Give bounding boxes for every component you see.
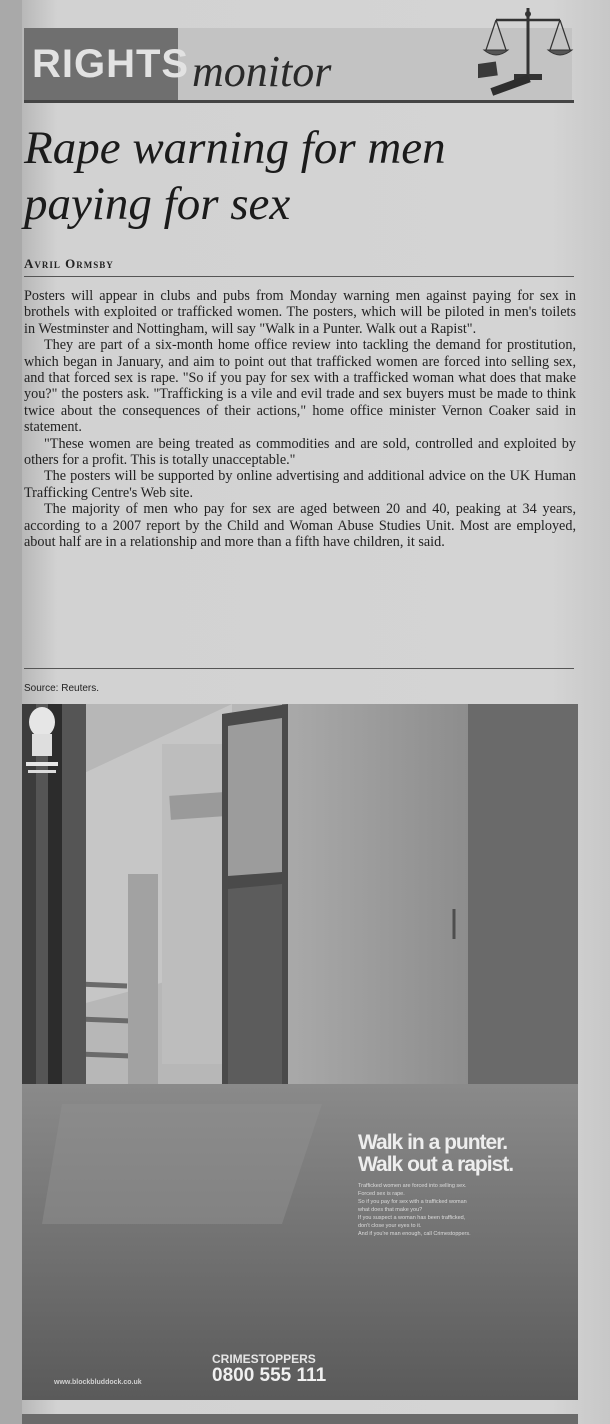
section-sublabel: monitor (192, 47, 332, 96)
article-paragraph: The posters will be supported by online advertising and additional advice on the UK Human Trafficking Centre's Web site. (24, 468, 576, 501)
scales-of-justice-icon (478, 4, 578, 100)
poster-slogan (358, 1132, 568, 1176)
poster-body-line: And if you're man enough, call Crimestoppers. (358, 1231, 471, 1237)
article-paragraph: "These women are being treated as commodities and are sold, controlled and exploited by others for a profit. This is totally unacceptable." (24, 435, 576, 469)
poster-body-text (358, 1182, 558, 1238)
poster-slogan-line: Walk in a punter. (358, 1131, 508, 1154)
crimestoppers-name: CRIMESTOPPERS (212, 1352, 316, 1366)
article-headline: Rape warning for men paying for sex (24, 122, 446, 230)
poster-body-line: Trafficked women are forced into selling sex. (358, 1183, 467, 1189)
poster-photograph (22, 704, 578, 1400)
header-rule (24, 100, 574, 103)
crimestoppers-figure-logo (22, 704, 62, 784)
section-label: RIGHTS (32, 42, 190, 86)
poster-body-line: Forced sex is rape. (358, 1191, 405, 1197)
source-credit: Source: Reuters. (24, 683, 100, 694)
poster-url: www.blockbluddock.co.uk (54, 1379, 142, 1386)
article-paragraph: They are part of a six-month home office review into tackling the demand for prostitution, which began in January, and aim to point out that trafficked women are forced into selling sex, and that forced sex is rape. "So if you pay for sex with a trafficked woman what does that make you?" the posters ask. "Trafficking is a vile and evil trade and sex buyers must be made to think twice about the consequences of their actions," home office minister Vernon Coaker said in statement. (24, 337, 576, 436)
poster-slogan-line: Walk out a rapist. (358, 1153, 514, 1176)
article-paragraph: The majority of men who pay for sex are aged between 20 and 40, peaking at 34 years, according to a 2007 report by the Child and Woman Abuse Studies Unit. Most are employed, about half are in a relationship and more than a fifth have children, it said. (24, 501, 576, 551)
poster-body-line: don't close your eyes to it. (358, 1223, 422, 1229)
article-end-rule (24, 668, 574, 669)
bottom-rule (22, 1414, 578, 1424)
poster-body-line: what does that make you? (358, 1207, 423, 1213)
byline: Avril Ormsby (24, 256, 114, 271)
poster-scene (22, 704, 578, 1400)
poster-body-line: So if you pay for sex with a trafficked woman (358, 1199, 467, 1205)
poster-body-line: If you suspect a woman has been trafficked, (358, 1215, 466, 1221)
article-body (24, 288, 576, 551)
crimestoppers-phone: 0800 555 111 (212, 1365, 327, 1386)
byline-rule (24, 276, 574, 277)
article-paragraph: Posters will appear in clubs and pubs from Monday warning men against paying for sex in brothels with exploited or trafficked women. The posters, which will be piloted in men's toilets in Westminster and Nottingham, will say "Walk in a Punter. Walk out a Rapist". (24, 288, 576, 337)
